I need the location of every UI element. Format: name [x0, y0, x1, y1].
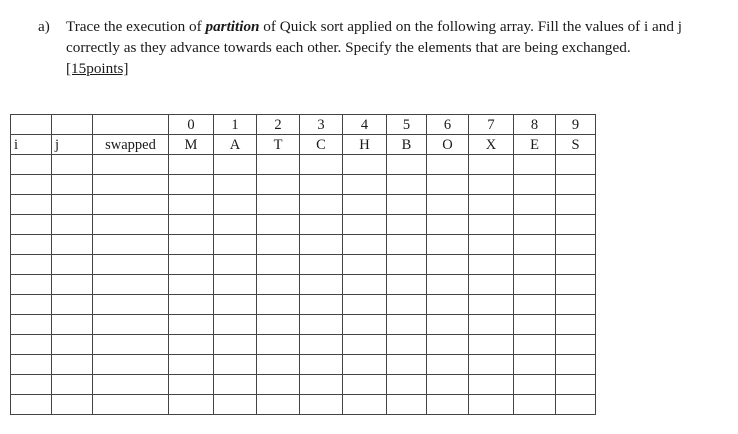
answer-cell[interactable]: [556, 255, 596, 275]
answer-cell[interactable]: [257, 155, 300, 175]
table-row: [11, 255, 596, 275]
table-row: [11, 155, 596, 175]
answer-cell[interactable]: [93, 195, 169, 215]
answer-cell[interactable]: [514, 235, 556, 255]
answer-cell[interactable]: [11, 295, 52, 315]
answer-cell[interactable]: [257, 255, 300, 275]
answer-cell[interactable]: [52, 335, 93, 355]
answer-cell[interactable]: [343, 155, 387, 175]
table-row: [11, 315, 596, 335]
answer-cell[interactable]: [427, 275, 469, 295]
answer-cell[interactable]: [169, 195, 214, 215]
answer-cell[interactable]: [514, 215, 556, 235]
answer-cell[interactable]: [52, 315, 93, 335]
answer-cell[interactable]: [514, 175, 556, 195]
answer-cell[interactable]: [343, 295, 387, 315]
answer-cell[interactable]: [169, 235, 214, 255]
answer-cell[interactable]: [556, 335, 596, 355]
answer-cell[interactable]: [427, 175, 469, 195]
answer-cell[interactable]: [93, 275, 169, 295]
answer-cell[interactable]: [11, 215, 52, 235]
answer-cell[interactable]: [387, 355, 427, 375]
table-row: [11, 335, 596, 355]
answer-cell[interactable]: [556, 355, 596, 375]
question-text-end: of Quick sort applied on the following array. Fill the values of i and j correctly as they advance towards each other. Specify the elements that are being exchanged.: [66, 18, 682, 56]
answer-cell[interactable]: [52, 195, 93, 215]
answer-cell[interactable]: [214, 215, 257, 235]
array-index: 6: [427, 115, 469, 135]
table-row: [11, 395, 596, 415]
trace-table: [10, 114, 596, 415]
answer-cell[interactable]: [343, 275, 387, 295]
answer-cell[interactable]: [469, 295, 514, 315]
answer-cell[interactable]: [469, 235, 514, 255]
answer-cell[interactable]: [469, 275, 514, 295]
answer-cell[interactable]: [169, 335, 214, 355]
answer-cell[interactable]: [169, 215, 214, 235]
answer-cell[interactable]: [556, 215, 596, 235]
answer-cell[interactable]: [214, 195, 257, 215]
answer-cell[interactable]: [11, 235, 52, 255]
answer-cell[interactable]: [300, 375, 343, 395]
answer-cell[interactable]: [52, 155, 93, 175]
answer-cell[interactable]: [93, 175, 169, 195]
answer-cell[interactable]: [343, 175, 387, 195]
answer-cell[interactable]: [93, 255, 169, 275]
answer-cell[interactable]: [169, 395, 214, 415]
answer-cell[interactable]: [257, 195, 300, 215]
answer-cell[interactable]: [469, 375, 514, 395]
answer-cell[interactable]: [343, 255, 387, 275]
question-points: [15points]: [66, 60, 129, 77]
table-row: [11, 195, 596, 215]
answer-cell[interactable]: [343, 355, 387, 375]
answer-cell[interactable]: [427, 215, 469, 235]
answer-cell[interactable]: [427, 295, 469, 315]
answer-cell[interactable]: [214, 175, 257, 195]
header-i: i: [11, 135, 52, 155]
answer-cell[interactable]: [514, 375, 556, 395]
answer-cell[interactable]: [257, 295, 300, 315]
answer-cell[interactable]: [469, 395, 514, 415]
array-index: 0: [169, 115, 214, 135]
answer-cell[interactable]: [214, 355, 257, 375]
answer-cell[interactable]: [11, 195, 52, 215]
answer-cell[interactable]: [427, 155, 469, 175]
answer-cell[interactable]: [300, 275, 343, 295]
answer-cell[interactable]: [214, 235, 257, 255]
question-label: a): [38, 18, 50, 35]
answer-cell[interactable]: [11, 395, 52, 415]
answer-cell[interactable]: [514, 295, 556, 315]
array-index: 7: [469, 115, 514, 135]
answer-cell[interactable]: [169, 315, 214, 335]
answer-cell[interactable]: [169, 375, 214, 395]
table-row: [11, 175, 596, 195]
answer-cell[interactable]: [343, 195, 387, 215]
answer-cell[interactable]: [214, 375, 257, 395]
answer-cell[interactable]: [169, 255, 214, 275]
array-value: T: [257, 135, 300, 155]
answer-cell[interactable]: [514, 155, 556, 175]
answer-cell[interactable]: [343, 235, 387, 255]
answer-cell[interactable]: [469, 355, 514, 375]
answer-cell[interactable]: [514, 255, 556, 275]
header-swapped: swapped: [93, 135, 169, 155]
answer-cell[interactable]: [52, 215, 93, 235]
answer-cell[interactable]: [514, 395, 556, 415]
answer-cell[interactable]: [514, 315, 556, 335]
answer-cell[interactable]: [469, 155, 514, 175]
answer-cell[interactable]: [214, 395, 257, 415]
array-value: B: [387, 135, 427, 155]
array-index: 5: [387, 115, 427, 135]
table-row: [11, 215, 596, 235]
answer-cell[interactable]: [300, 355, 343, 375]
answer-cell[interactable]: [387, 175, 427, 195]
answer-cell[interactable]: [300, 295, 343, 315]
answer-cell[interactable]: [427, 255, 469, 275]
answer-cell[interactable]: [556, 155, 596, 175]
array-index: 3: [300, 115, 343, 135]
answer-cell[interactable]: [556, 175, 596, 195]
table-row: [11, 275, 596, 295]
answer-cell[interactable]: [257, 235, 300, 255]
answer-cell[interactable]: [514, 195, 556, 215]
answer-cell[interactable]: [556, 275, 596, 295]
question-text-start: Trace the execution of: [66, 18, 206, 35]
answer-cell[interactable]: [257, 355, 300, 375]
answer-cell[interactable]: [257, 175, 300, 195]
answer-cell[interactable]: [52, 375, 93, 395]
answer-cell[interactable]: [387, 255, 427, 275]
answer-cell[interactable]: [257, 335, 300, 355]
answer-cell[interactable]: [469, 195, 514, 215]
answer-cell[interactable]: [387, 315, 427, 335]
answer-cell[interactable]: [469, 215, 514, 235]
answer-cell[interactable]: [52, 255, 93, 275]
answer-cell[interactable]: [93, 335, 169, 355]
answer-cell[interactable]: [257, 275, 300, 295]
answer-cell[interactable]: [556, 195, 596, 215]
answer-cell[interactable]: [300, 215, 343, 235]
answer-cell[interactable]: [257, 315, 300, 335]
array-value: O: [427, 135, 469, 155]
array-index: 2: [257, 115, 300, 135]
answer-cell[interactable]: [427, 355, 469, 375]
answer-cell[interactable]: [427, 335, 469, 355]
answer-cell[interactable]: [387, 335, 427, 355]
table-row: [11, 295, 596, 315]
answer-cell[interactable]: [343, 315, 387, 335]
answer-cell[interactable]: [93, 395, 169, 415]
answer-cell[interactable]: [169, 275, 214, 295]
answer-cell[interactable]: [469, 315, 514, 335]
answer-cell[interactable]: [556, 315, 596, 335]
answer-cell[interactable]: [169, 175, 214, 195]
header-blank: [11, 115, 52, 135]
answer-cell[interactable]: [214, 315, 257, 335]
array-index: 1: [214, 115, 257, 135]
answer-cell[interactable]: [214, 155, 257, 175]
answer-cell[interactable]: [257, 395, 300, 415]
answer-cell[interactable]: [469, 175, 514, 195]
answer-cell[interactable]: [93, 315, 169, 335]
array-value: H: [343, 135, 387, 155]
answer-cell[interactable]: [52, 395, 93, 415]
answer-cell[interactable]: [11, 175, 52, 195]
answer-cell[interactable]: [11, 355, 52, 375]
answer-cell[interactable]: [514, 335, 556, 355]
answer-cell[interactable]: [427, 375, 469, 395]
answer-cell[interactable]: [52, 235, 93, 255]
answer-cell[interactable]: [343, 395, 387, 415]
answer-cell[interactable]: [52, 355, 93, 375]
array-value: E: [514, 135, 556, 155]
answer-cell[interactable]: [300, 155, 343, 175]
answer-cell[interactable]: [427, 235, 469, 255]
answer-cell[interactable]: [556, 295, 596, 315]
answer-cell[interactable]: [300, 175, 343, 195]
answer-cell[interactable]: [93, 375, 169, 395]
answer-cell[interactable]: [387, 395, 427, 415]
answer-cell[interactable]: [257, 375, 300, 395]
answer-cell[interactable]: [387, 375, 427, 395]
answer-cell[interactable]: [343, 375, 387, 395]
array-index: 4: [343, 115, 387, 135]
array-value: M: [169, 135, 214, 155]
answer-cell[interactable]: [387, 215, 427, 235]
answer-cell[interactable]: [11, 315, 52, 335]
answer-cell[interactable]: [300, 255, 343, 275]
array-value: X: [469, 135, 514, 155]
answer-cell[interactable]: [52, 275, 93, 295]
answer-cell[interactable]: [387, 155, 427, 175]
answer-cell[interactable]: [300, 235, 343, 255]
answer-cell[interactable]: [556, 375, 596, 395]
answer-cell[interactable]: [387, 275, 427, 295]
answer-cell[interactable]: [343, 335, 387, 355]
header-blank: [52, 115, 93, 135]
answer-cell[interactable]: [52, 175, 93, 195]
table-row: [11, 355, 596, 375]
answer-cell[interactable]: [93, 295, 169, 315]
array-value: C: [300, 135, 343, 155]
answer-cell[interactable]: [514, 275, 556, 295]
answer-cell[interactable]: [427, 195, 469, 215]
answer-cell[interactable]: [300, 395, 343, 415]
table-row: [11, 235, 596, 255]
answer-cell[interactable]: [556, 235, 596, 255]
answer-cell[interactable]: [387, 295, 427, 315]
answer-cell[interactable]: [300, 335, 343, 355]
answer-cell[interactable]: [556, 395, 596, 415]
answer-cell[interactable]: [469, 335, 514, 355]
answer-cell[interactable]: [514, 355, 556, 375]
answer-cell[interactable]: [11, 375, 52, 395]
answer-cell[interactable]: [93, 235, 169, 255]
answer-cell[interactable]: [169, 355, 214, 375]
answer-cell[interactable]: [387, 235, 427, 255]
answer-cell[interactable]: [300, 195, 343, 215]
answer-cell[interactable]: [11, 275, 52, 295]
question-keyword: partition: [205, 18, 260, 35]
answer-cell[interactable]: [11, 335, 52, 355]
answer-cell[interactable]: [469, 255, 514, 275]
array-index: 9: [556, 115, 596, 135]
answer-cell[interactable]: [427, 315, 469, 335]
header-blank: [93, 115, 169, 135]
answer-cell[interactable]: [214, 275, 257, 295]
array-value: S: [556, 135, 596, 155]
answer-cell[interactable]: [169, 295, 214, 315]
answer-cell[interactable]: [214, 255, 257, 275]
answer-cell[interactable]: [93, 355, 169, 375]
array-index: 8: [514, 115, 556, 135]
answer-cell[interactable]: [387, 195, 427, 215]
answer-cell[interactable]: [343, 215, 387, 235]
answer-cell[interactable]: [93, 155, 169, 175]
answer-cell[interactable]: [52, 295, 93, 315]
answer-cell[interactable]: [427, 395, 469, 415]
answer-cell[interactable]: [11, 155, 52, 175]
answer-cell[interactable]: [257, 215, 300, 235]
answer-cell[interactable]: [300, 315, 343, 335]
header-j: j: [52, 135, 93, 155]
question-text: [66, 16, 726, 79]
answer-cell[interactable]: [214, 335, 257, 355]
answer-cell[interactable]: [169, 155, 214, 175]
answer-cell[interactable]: [93, 215, 169, 235]
answer-cell[interactable]: [11, 255, 52, 275]
answer-cell[interactable]: [214, 295, 257, 315]
array-value: A: [214, 135, 257, 155]
table-row: [11, 375, 596, 395]
